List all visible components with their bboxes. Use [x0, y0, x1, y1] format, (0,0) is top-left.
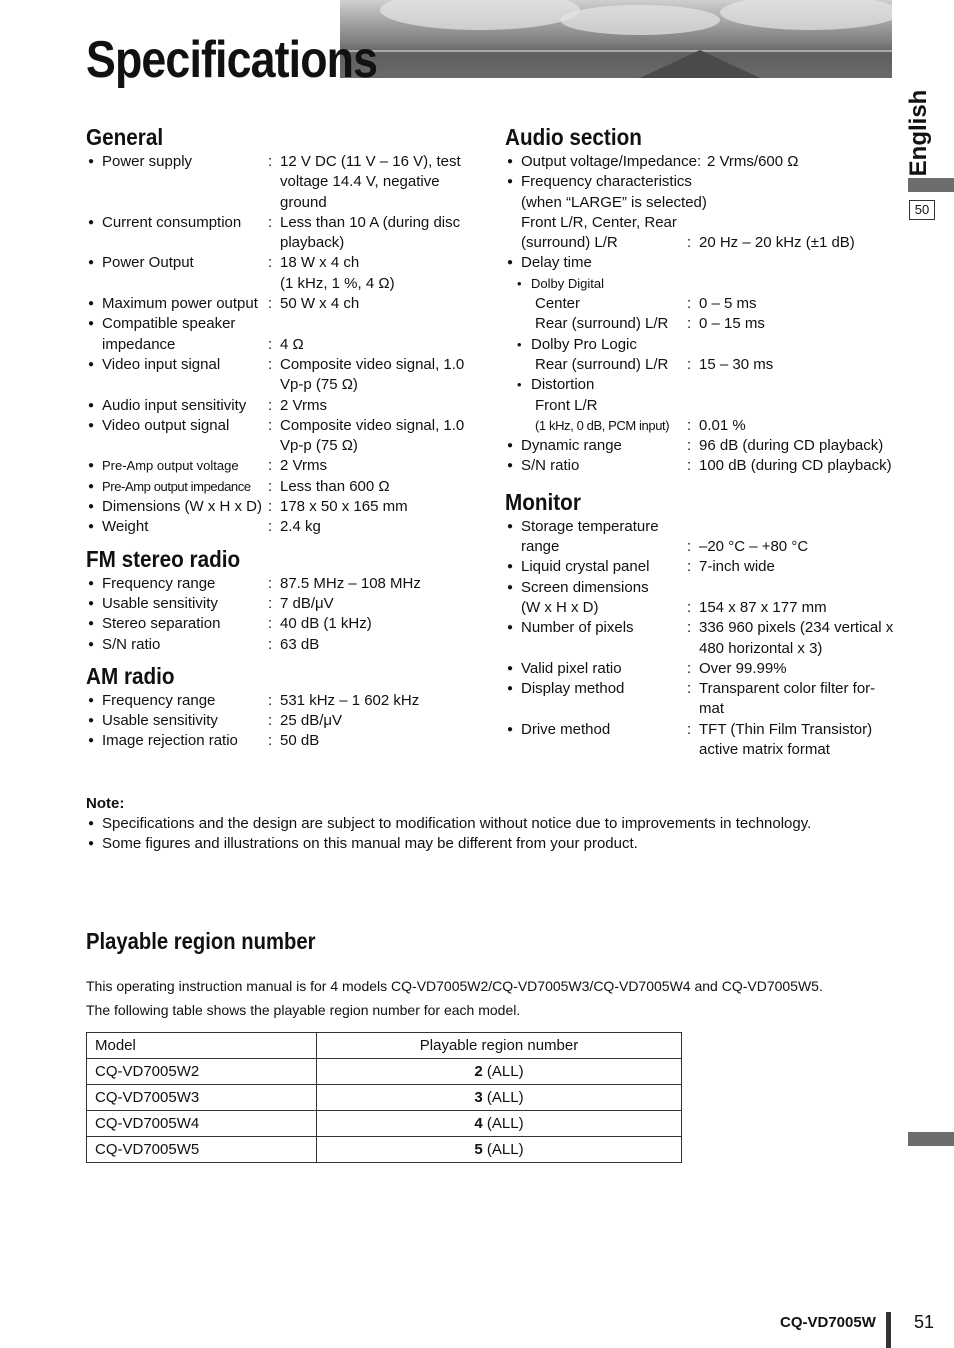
spec-value: 40 dB (1 kHz): [280, 615, 372, 633]
spec-label: [505, 578, 687, 619]
spec-row: ● Compatible speaker impedance : 4 Ω: [86, 314, 476, 355]
spec-row: ● Liquid crystal panel : 7-inch wide: [505, 557, 900, 577]
spec-row: (1 kHz, 0 dB, PCM input) : 0.01 %: [505, 416, 900, 436]
spec-label-line: (W x H x D): [521, 598, 599, 616]
spec-row: ● Maximum power output : 50 W x 4 ch: [86, 294, 476, 314]
table-cell-model: CQ-VD7005W4: [87, 1111, 317, 1137]
spec-row: ● Number of pixels : 336 960 pixels (234 vertical x 480 horizontal x 3): [505, 618, 900, 659]
spec-label: ● Number of pixels: [505, 618, 687, 659]
spec-label: (1 kHz, 0 dB, PCM input): [535, 417, 670, 433]
spec-row: ● Stereo separation : 40 dB (1 kHz): [86, 614, 476, 634]
spec-row: ● Power supply : 12 V DC (11 V – 16 V), test voltage 14.4 V, negative ground: [86, 152, 476, 213]
spec-label: ● Dynamic range: [505, 436, 687, 456]
region-heading: Playable region number: [86, 928, 316, 954]
spec-value: 100 dB (during CD playback): [699, 457, 892, 475]
spec-value: Over 99.99%: [699, 659, 787, 677]
table-header-row: [87, 1033, 682, 1059]
footer-page-number: 51: [914, 1312, 935, 1332]
spec-value-line: 18 W x 4 ch: [280, 254, 360, 272]
spec-row: ● S/N ratio : 100 dB (during CD playback): [505, 456, 900, 476]
language-tab: [904, 90, 934, 176]
spec-value: –20 °C – +80 °C: [699, 538, 809, 556]
spec-row: ● Output voltage/Impedance : 2 Vrms/600 Ω: [505, 152, 900, 172]
spec-row: ● Image rejection ratio : 50 dB: [86, 731, 476, 751]
spec-label: Front L/R, Center, Rear: [521, 213, 677, 231]
spec-row: [505, 396, 900, 416]
spec-label: ● Pre-Amp output impedance: [86, 477, 268, 497]
spec-value: 50 W x 4 ch: [280, 295, 360, 313]
spec-row: [505, 253, 900, 273]
region-suffix: (ALL): [482, 1063, 524, 1080]
spec-label: ● Audio input sensitivity: [86, 396, 268, 416]
spec-label: ● Frequency range: [86, 574, 268, 594]
table-row: [87, 1137, 682, 1163]
spec-label-line: range: [521, 538, 560, 556]
monitor-heading: Monitor: [505, 488, 581, 515]
region-intro-line: The following table shows the playable region number for each model.: [86, 1002, 521, 1018]
spec-row: ● Weight : 2.4 kg: [86, 517, 476, 537]
fm-heading: FM stereo radio: [86, 545, 241, 572]
spec-value: 2.4 kg: [280, 518, 321, 536]
spec-label: Rear (surround) L/R: [535, 315, 669, 333]
spec-label-line: ● Compatible speaker: [102, 315, 236, 333]
spec-row: ● Video input signal : Composite video signal, 1.0 Vp-p (75 Ω): [86, 355, 476, 396]
spec-label: ● Video input signal: [86, 355, 268, 396]
spec-value: 7-inch wide: [699, 558, 775, 576]
spec-label: ● S/N ratio: [86, 635, 268, 655]
spec-row: [505, 375, 900, 395]
region-suffix: (ALL): [482, 1115, 524, 1132]
spec-label: ● Usable sensitivity: [86, 711, 268, 731]
spec-label: ● Delay time: [505, 253, 592, 273]
spec-value: 63 dB: [280, 635, 320, 653]
spec-value: [280, 253, 476, 294]
table-cell-model: CQ-VD7005W3: [87, 1085, 317, 1111]
table-cell-region: [317, 1137, 682, 1163]
spec-note: (when “LARGE” is selected): [521, 193, 707, 211]
spec-value: 50 dB: [280, 732, 320, 750]
header-banner-image: [340, 0, 892, 78]
language-label: English: [905, 89, 932, 177]
spec-label: ● Pre-Amp output voltage: [86, 456, 268, 476]
spec-label: ● Frequency characteristics: [505, 172, 692, 192]
spec-label: ● Display method: [505, 679, 687, 720]
table-row: [87, 1059, 682, 1085]
spec-label: [505, 517, 687, 558]
spec-value: 0 – 15 ms: [699, 315, 765, 333]
table-cell-region: [317, 1059, 682, 1085]
spec-row: ● Drive method : TFT (Thin Film Transistor) active matrix format: [505, 720, 900, 761]
spec-label: ● Power supply: [86, 152, 268, 213]
region-suffix: (ALL): [482, 1141, 524, 1158]
footer-model: CQ-VD7005W: [780, 1314, 876, 1331]
region-table: [86, 1032, 682, 1163]
spec-label: ● Maximum power output: [86, 294, 268, 314]
spec-sublabel: • Dolby Pro Logic: [505, 335, 637, 355]
spec-label: ● Video output signal: [86, 416, 268, 457]
spec-row: ● Display method : Transparent color filter for-mat: [505, 679, 900, 720]
spec-row: ● S/N ratio : 63 dB: [86, 635, 476, 655]
spec-row: [505, 193, 900, 213]
spec-label-line: ● Storage temperature: [521, 517, 659, 535]
spec-label: ● Usable sensitivity: [86, 594, 268, 614]
spec-value: Composite video signal, 1.0 Vp-p (75 Ω): [280, 355, 465, 394]
spec-label: ● Power Output: [86, 253, 268, 294]
region-number: 4: [474, 1115, 483, 1132]
spec-row: ● Dynamic range : 96 dB (during CD playback): [505, 436, 900, 456]
spec-row: Rear (surround) L/R : 0 – 15 ms: [505, 314, 900, 334]
spec-value: 2 Vrms: [280, 457, 327, 475]
spec-label: ● Image rejection ratio: [86, 731, 268, 751]
spec-value: 336 960 pixels (234 vertical x 480 horizontal x 3): [699, 619, 894, 657]
spec-sublabel: • Distortion: [505, 375, 594, 395]
region-number: 2: [474, 1063, 483, 1080]
note-item: ● Specifications and the design are subject to modification without notice due to improvements in technology.: [86, 814, 846, 834]
spec-value-line: (1 kHz, 1 %, 4 Ω): [280, 274, 395, 292]
spec-value: Less than 600 Ω: [280, 477, 390, 495]
table-header-region: Playable region number: [317, 1033, 682, 1059]
right-column: [505, 118, 900, 760]
spec-value: 2 Vrms: [280, 396, 327, 414]
spec-label: Front L/R: [535, 396, 598, 414]
table-row: [87, 1085, 682, 1111]
spec-value: Transparent color filter for-mat: [699, 680, 876, 718]
spec-value: 0 – 5 ms: [699, 295, 757, 313]
spec-value: 96 dB (during CD playback): [699, 437, 884, 455]
spec-value: 12 V DC (11 V – 16 V), test voltage 14.4 V, negative ground: [280, 153, 461, 211]
table-row: [87, 1111, 682, 1137]
spec-label: ● Valid pixel ratio: [505, 659, 687, 679]
audio-heading: Audio section: [505, 124, 642, 150]
spec-row: (surround) L/R : 20 Hz – 20 kHz (±1 dB): [505, 233, 900, 253]
spec-row: ● Pre-Amp output voltage : 2 Vrms: [86, 456, 476, 476]
am-heading: AM radio: [86, 662, 175, 689]
table-cell-region: [317, 1085, 682, 1111]
spec-label: Rear (surround) L/R: [535, 355, 669, 373]
spec-label: ● Weight: [86, 517, 268, 537]
spec-row: [505, 213, 900, 233]
side-page-number: 50: [909, 200, 935, 220]
region-suffix: (ALL): [482, 1089, 524, 1106]
spec-label: ● S/N ratio: [505, 456, 687, 476]
spec-value: TFT (Thin Film Transistor) active matrix format: [699, 720, 873, 759]
spec-row: [505, 172, 900, 192]
spec-value: 15 – 30 ms: [699, 355, 774, 373]
spec-label: Center: [535, 295, 581, 313]
spec-value: 87.5 MHz – 108 MHz: [280, 574, 421, 592]
region-intro-line: This operating instruction manual is for 4 models CQ-VD7005W2/CQ-VD7005W3/CQ-VD7005W4 and CQ-VD7005W5.: [86, 978, 823, 994]
spec-row: ● Storage temperature range : –20 °C – +80 °C: [505, 517, 900, 558]
spec-row: ● Usable sensitivity : 7 dB/μV: [86, 594, 476, 614]
spec-label: ● Frequency range: [86, 691, 268, 711]
region-number: 3: [474, 1089, 483, 1106]
spec-row: ● Frequency range : 87.5 MHz – 108 MHz: [86, 574, 476, 594]
spec-value: Composite video signal, 1.0 Vp-p (75 Ω): [280, 416, 465, 455]
spec-row: Center : 0 – 5 ms: [505, 294, 900, 314]
region-number: 5: [474, 1141, 483, 1158]
spec-row: ● Frequency range : 531 kHz – 1 602 kHz: [86, 691, 476, 711]
spec-label: ● Dimensions (W x H x D): [86, 497, 268, 517]
spec-value: 25 dB/μV: [280, 712, 343, 730]
table-cell-region: [317, 1111, 682, 1137]
spec-label: ● Liquid crystal panel: [505, 557, 687, 577]
tab-marker-lower: [908, 1132, 954, 1146]
table-cell-model: CQ-VD7005W2: [87, 1059, 317, 1085]
spec-value: 7 dB/μV: [280, 594, 334, 612]
spec-row: ● Usable sensitivity : 25 dB/μV: [86, 711, 476, 731]
spec-label: ● Current consumption: [86, 213, 268, 254]
spec-label: [86, 314, 268, 355]
region-intro: [86, 974, 823, 1022]
spec-label: (surround) L/R: [521, 234, 618, 252]
left-column: [86, 118, 476, 752]
table-header-model: Model: [87, 1033, 317, 1059]
spec-label-line: impedance: [102, 335, 176, 353]
spec-value: 178 x 50 x 165 mm: [280, 498, 408, 516]
spec-row: ● Valid pixel ratio : Over 99.99%: [505, 659, 900, 679]
spec-label: ● Drive method: [505, 720, 687, 761]
spec-value: 2 Vrms/600 Ω: [706, 153, 799, 170]
spec-row: [505, 274, 900, 294]
page-title: Specifications: [86, 31, 378, 89]
spec-label: ● Output voltage/Impedance: [505, 152, 697, 172]
spec-row: ● Current consumption : Less than 10 A (during disc playback): [86, 213, 476, 254]
note-heading: Note:: [86, 795, 125, 812]
spec-value: Less than 10 A (during disc playback): [280, 213, 461, 252]
spec-label-line: ● Screen dimensions: [521, 578, 649, 596]
spec-row: ● Video output signal : Composite video signal, 1.0 Vp-p (75 Ω): [86, 416, 476, 457]
footer-divider: [886, 1312, 891, 1348]
spec-row: [505, 335, 900, 355]
spec-row: ● Audio input sensitivity : 2 Vrms: [86, 396, 476, 416]
spec-sublabel: • Dolby Digital: [505, 274, 604, 294]
spec-value: 154 x 87 x 177 mm: [699, 598, 827, 616]
spec-row: ● Power Output : 18 W x 4 ch (1 kHz, 1 %, 4 Ω): [86, 253, 476, 294]
spec-row: ● Dimensions (W x H x D) : 178 x 50 x 165 mm: [86, 497, 476, 517]
spec-value: 0.01 %: [699, 416, 746, 434]
spec-row: ● Screen dimensions (W x H x D) : 154 x 87 x 177 mm: [505, 578, 900, 619]
tab-marker: [908, 178, 954, 192]
general-heading: General: [86, 124, 164, 150]
spec-row: Rear (surround) L/R : 15 – 30 ms: [505, 355, 900, 375]
spec-row: ● Pre-Amp output impedance : Less than 600 Ω: [86, 477, 476, 497]
table-cell-model: CQ-VD7005W5: [87, 1137, 317, 1163]
spec-label: ● Stereo separation: [86, 614, 268, 634]
spec-value: 531 kHz – 1 602 kHz: [280, 691, 420, 709]
spec-value: 20 Hz – 20 kHz (±1 dB): [699, 234, 855, 252]
note-section: [86, 794, 846, 854]
note-item: ● Some figures and illustrations on this manual may be different from your product.: [86, 834, 846, 854]
spec-value: 4 Ω: [280, 335, 304, 353]
